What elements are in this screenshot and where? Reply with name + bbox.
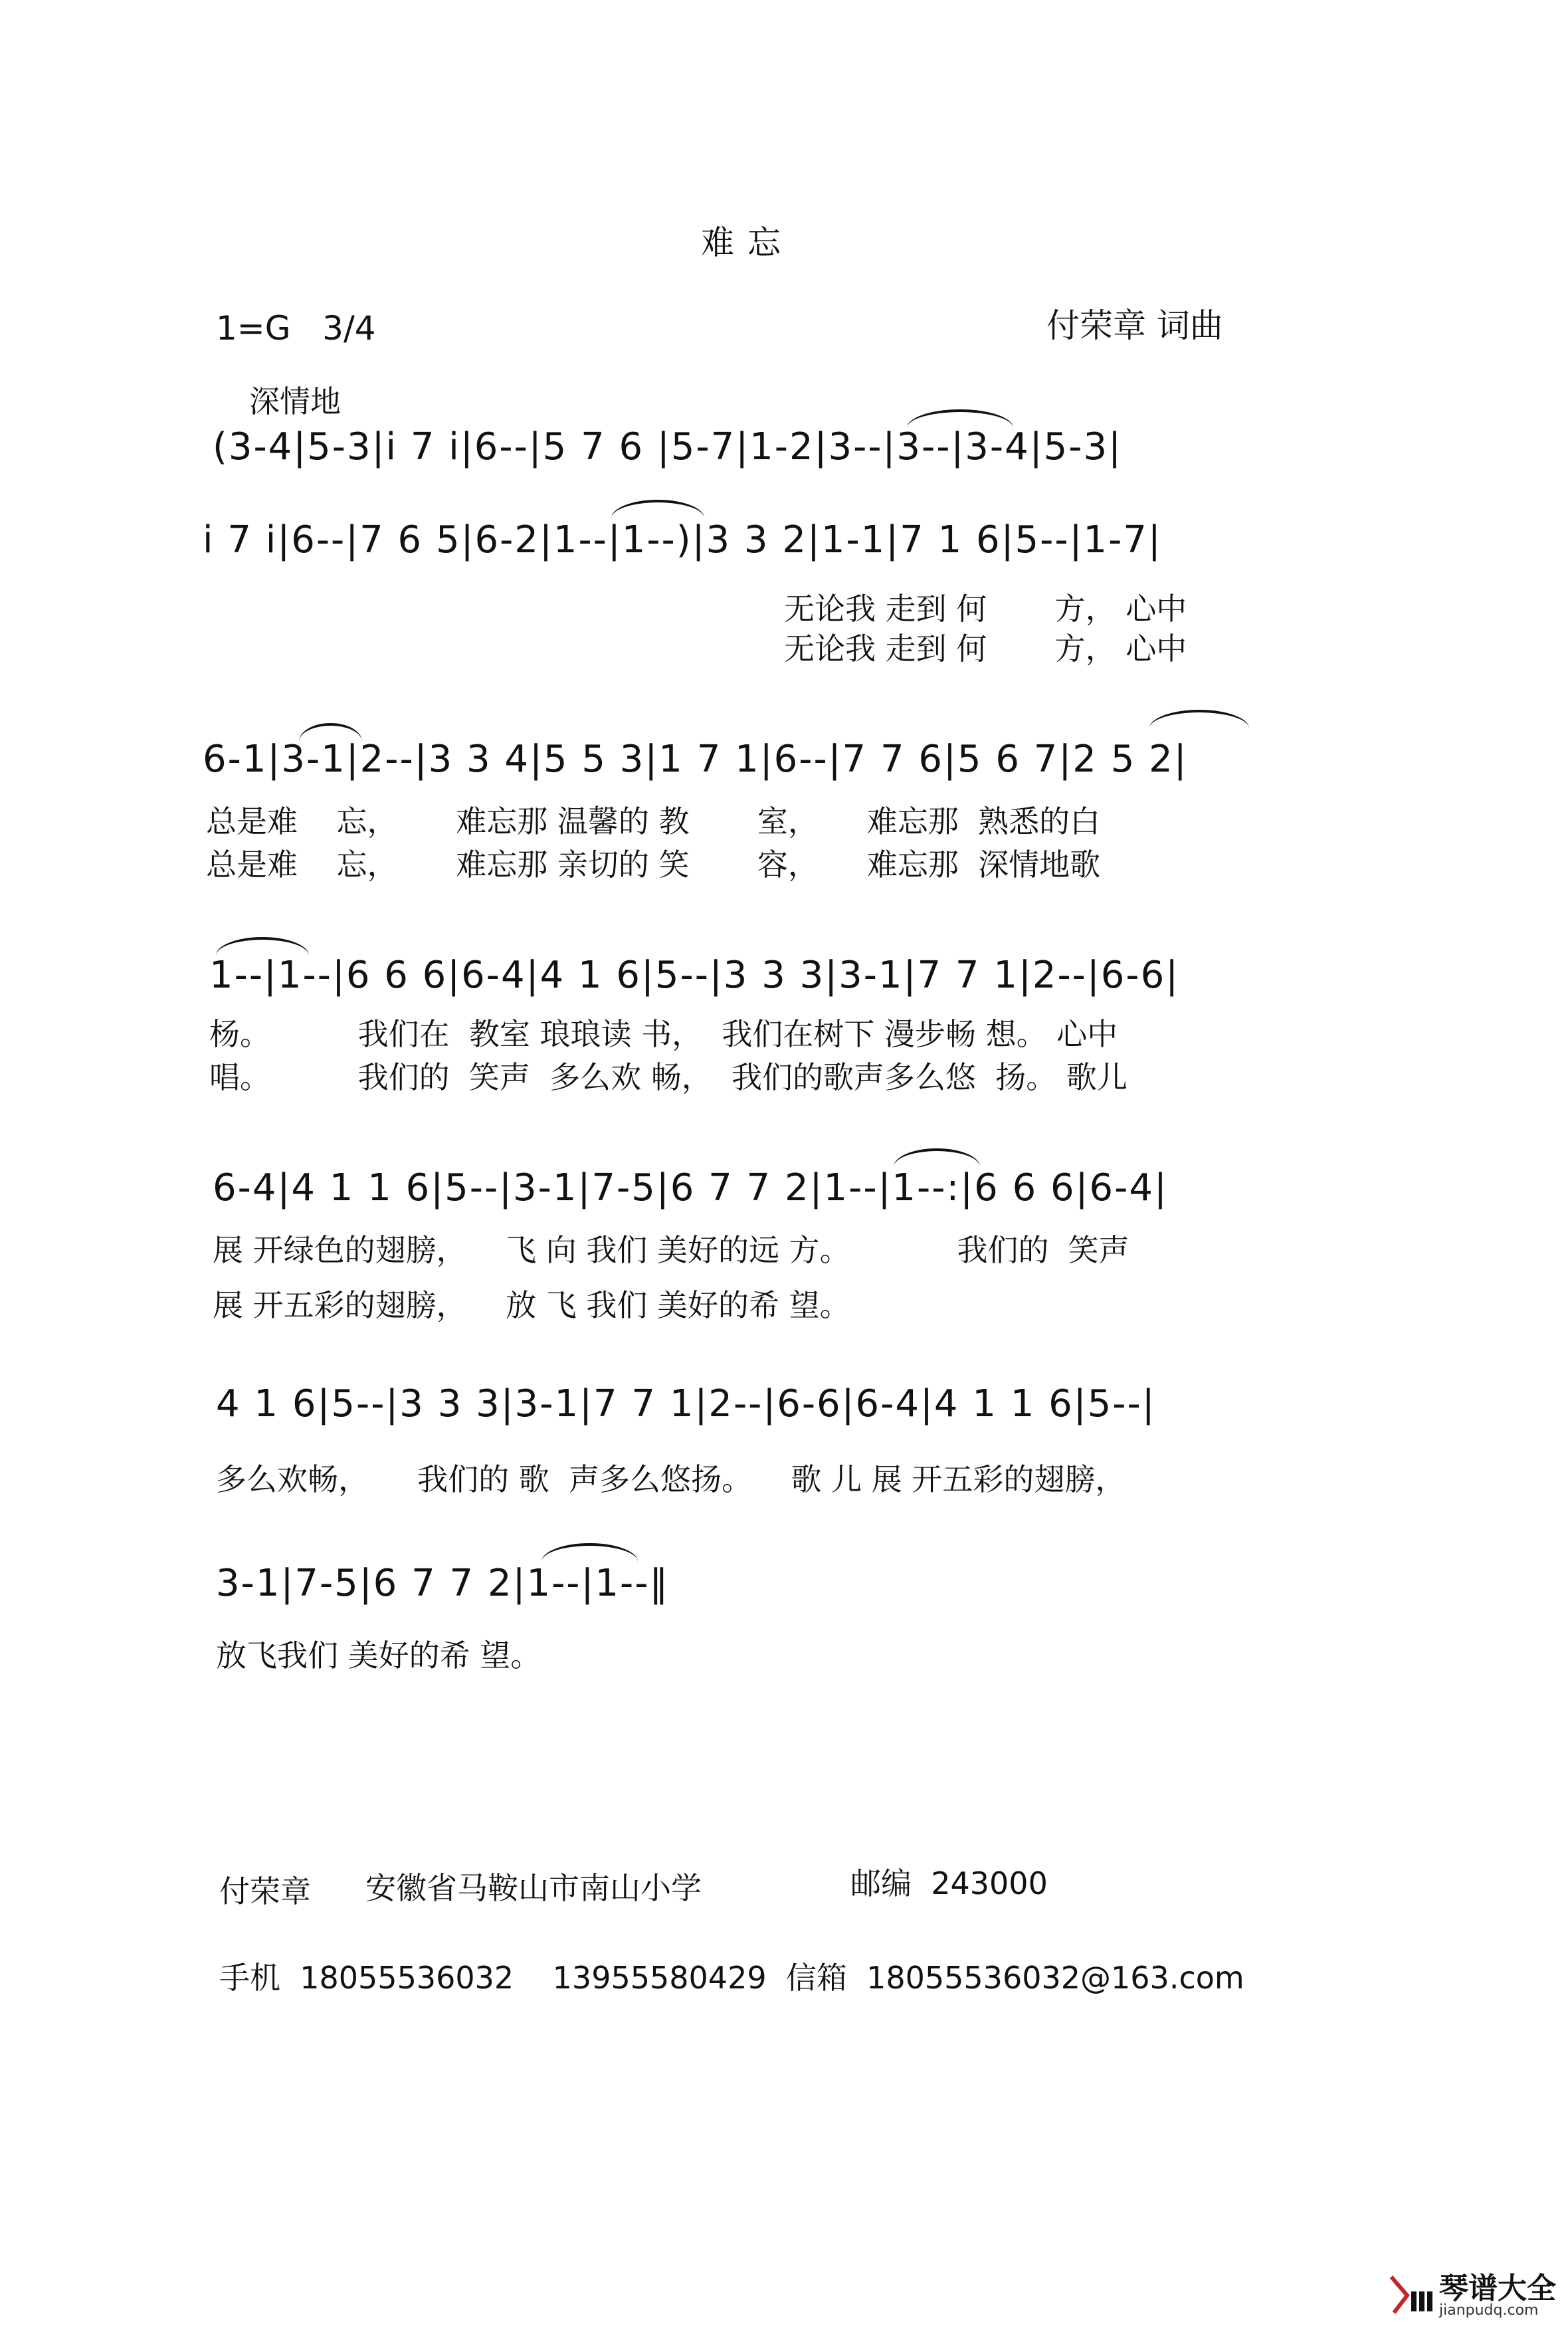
lyric-line-6a: 多么欢畅， 我们的 歌 声多么悠扬。 歌 儿 展 开五彩的翅膀， (216, 1461, 1126, 1497)
lyric-line-3a: 总是难 忘， 难忘那 温馨的 教 室， 难忘那 熟悉的白 (206, 803, 1101, 839)
tie-slur (611, 500, 704, 518)
score-line-1: (3-4|5-3|i 7 i|6--|5 7 6 |5-7|1-2|3--|3--|3-4|5-3| (213, 425, 1122, 469)
watermark-brand: 琴谱大全 (1439, 2272, 1556, 2305)
key-time-signature: 1=G 3/4 (216, 309, 376, 348)
lyric-line-4b: 唱。 我们的 笑声 多么欢 畅， 我们的歌声多么悠 扬。 歌儿 (209, 1059, 1127, 1095)
score-line-7: 3-1|7-5|6 7 7 2|1--|1--‖ (216, 1562, 670, 1605)
score-line-3: 6-1|3-1|2--|3 3 4|5 5 3|1 7 1|6--|7 7 6|5 6 7|2 5 2| (203, 738, 1188, 781)
score-line-5: 6-4|4 1 1 6|5--|3-1|7-5|6 7 7 2|1--|1--:|6 6 6|6-4| (213, 1166, 1168, 1210)
lyric-line-5a: 展 开绿色的翅膀， 飞 向 我们 美好的远 方。 我们的 笑声 (213, 1232, 1129, 1268)
lyric-line-3b: 总是难 忘， 难忘那 亲切的 笑 容， 难忘那 深情地歌 (206, 847, 1101, 883)
score-line-6: 4 1 6|5--|3 3 3|3-1|7 7 1|2--|6-6|6-4|4 1 1 6|5--| (216, 1382, 1156, 1426)
tie-slur (907, 409, 1013, 428)
tie-slur (541, 1543, 638, 1562)
lyric-line-2a: 无论我 走到 何 方， 心中 (784, 591, 1187, 627)
site-watermark (1387, 2272, 1556, 2321)
lyric-line-4a: 杨。 我们在 教室 琅琅读 书， 我们在树下 漫步畅 想。 心中 (209, 1016, 1118, 1052)
score-line-4: 1--|1--|6 6 6|6-4|4 1 6|5--|3 3 3|3-1|7 7 1|2--|6-6| (209, 954, 1180, 997)
footer-name: 付荣章 (219, 1873, 311, 1909)
tempo-marking: 深情地 (249, 383, 341, 419)
footer-address: 安徽省马鞍山市南山小学 (365, 1870, 702, 1906)
author-credit: 付荣章 词曲 (1046, 306, 1223, 345)
lyric-line-5b: 展 开五彩的翅膀， 放 飞 我们 美好的希 望。 (213, 1287, 850, 1323)
tie-slur (1149, 710, 1249, 728)
lyric-line-2b: 无论我 走到 何 方， 心中 (784, 631, 1187, 667)
watermark-url: jianpudq.com (1439, 2302, 1539, 2319)
lyric-line-7a: 放飞我们 美好的希 望。 (216, 1638, 541, 1673)
tie-slur (894, 1148, 980, 1167)
footer-contact: 手机 18055536032 13955580429 信箱 18055536032@163.com (219, 1960, 1244, 1996)
score-line-2: i 7 i|6--|7 6 5|6-2|1--|1--)|3 3 2|1-1|7 1 6|5--|1-7| (203, 518, 1162, 562)
footer-postcode: 邮编 243000 (850, 1865, 1048, 1901)
song-title: 难忘 (701, 223, 794, 262)
tie-slur (216, 937, 309, 956)
piano-logo-icon (1387, 2272, 1434, 2321)
tie-slur (299, 723, 362, 742)
